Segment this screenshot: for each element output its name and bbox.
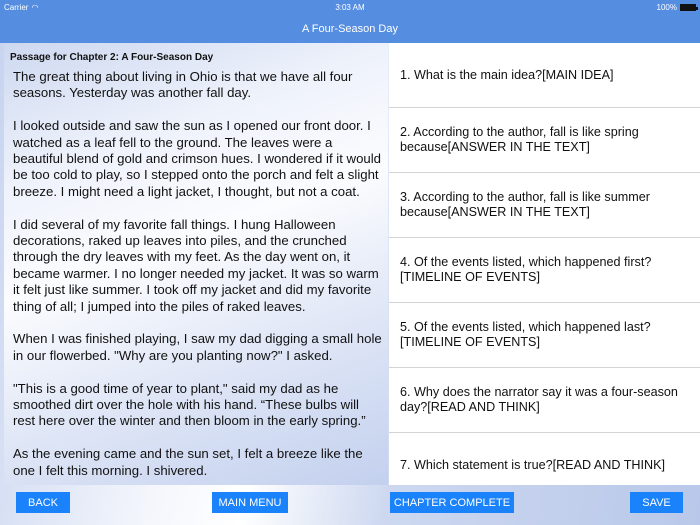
question-item-4[interactable] <box>389 238 700 303</box>
question-label: 1. What is the main idea?[MAIN IDEA] <box>400 67 614 82</box>
question-label: 3. According to the author, fall is like summer because[ANSWER IN THE TEXT] <box>400 190 650 219</box>
chapter-complete-button[interactable]: CHAPTER COMPLETE <box>390 492 514 513</box>
question-label: 4. Of the events listed, which happened first?[TIMELINE OF EVENTS] <box>400 255 652 284</box>
status-bar <box>0 0 700 15</box>
nav-bar <box>0 15 700 43</box>
question-label: 2. According to the author, fall is like spring because[ANSWER IN THE TEXT] <box>400 125 639 154</box>
main-menu-button[interactable]: MAIN MENU <box>212 492 288 513</box>
battery-icon <box>680 4 696 11</box>
wifi-icon: ◠ <box>31 3 39 12</box>
passage-panel[interactable] <box>4 43 388 485</box>
question-label: 6. Why does the narrator say it was a four-season day?[READ AND THINK] <box>400 385 678 414</box>
page-title: A Four-Season Day <box>302 23 398 35</box>
battery-percent: 100% <box>656 3 677 12</box>
clock: 3:03 AM <box>335 3 365 12</box>
save-button[interactable]: SAVE <box>630 492 683 513</box>
question-label: 7. Which statement is true?[READ AND THINK] <box>400 457 666 472</box>
question-label: 5. Of the events listed, which happened last?[TIMELINE OF EVENTS] <box>400 320 651 349</box>
passage-paragraph: When I was finished playing, I saw my dad digging a small hole in our flowerbed. "Why are you planting now?" I asked. <box>13 331 382 363</box>
passage-paragraph: The great thing about living in Ohio is that we have all four seasons. Yesterday was another fall day. <box>13 69 353 101</box>
back-button[interactable]: BACK <box>16 492 70 513</box>
question-list[interactable] <box>389 43 700 485</box>
question-item-6[interactable] <box>389 368 700 433</box>
question-item-7[interactable] <box>389 433 700 485</box>
passage-body <box>4 63 384 479</box>
question-item-2[interactable] <box>389 108 700 173</box>
question-item-3[interactable] <box>389 173 700 238</box>
question-item-5[interactable] <box>389 303 700 368</box>
passage-paragraph: As the evening came and the sun set, I felt a breeze like the one I felt this morning. I shivered. <box>13 446 363 478</box>
passage-paragraph: I looked outside and saw the sun as I opened our front door. I watched as a leaf fell to the ground. The leaves were a beautiful blend of gold and crimson hues. I wondered if it would be too cold to play, so I stepped onto the porch and felt a slight breeze. I might need a light jacket, I thought, but not a coat. <box>13 118 382 199</box>
carrier-label: Carrier <box>4 3 29 12</box>
question-item-1[interactable] <box>389 43 700 108</box>
passage-paragraph: I did several of my favorite fall things. I hung Halloween decorations, raked up leaves into piles, and the crunched through the dry leaves with my feet. As the day went on, it became warmer. I no longer needed my jacket. It was so warm it felt just like summer. I took off my jacket and did my favorite thing of all; I jumped into the piles of raked leaves. <box>13 216 379 314</box>
passage-title: Passage for Chapter 2: A Four-Season Day <box>10 52 214 63</box>
passage-paragraph: "This is a good time of year to plant," said my dad as he smoothed dirt over the hole with his hand. “These bulbs will rest here over the winter and then bloom in the early spring.” <box>13 380 366 429</box>
